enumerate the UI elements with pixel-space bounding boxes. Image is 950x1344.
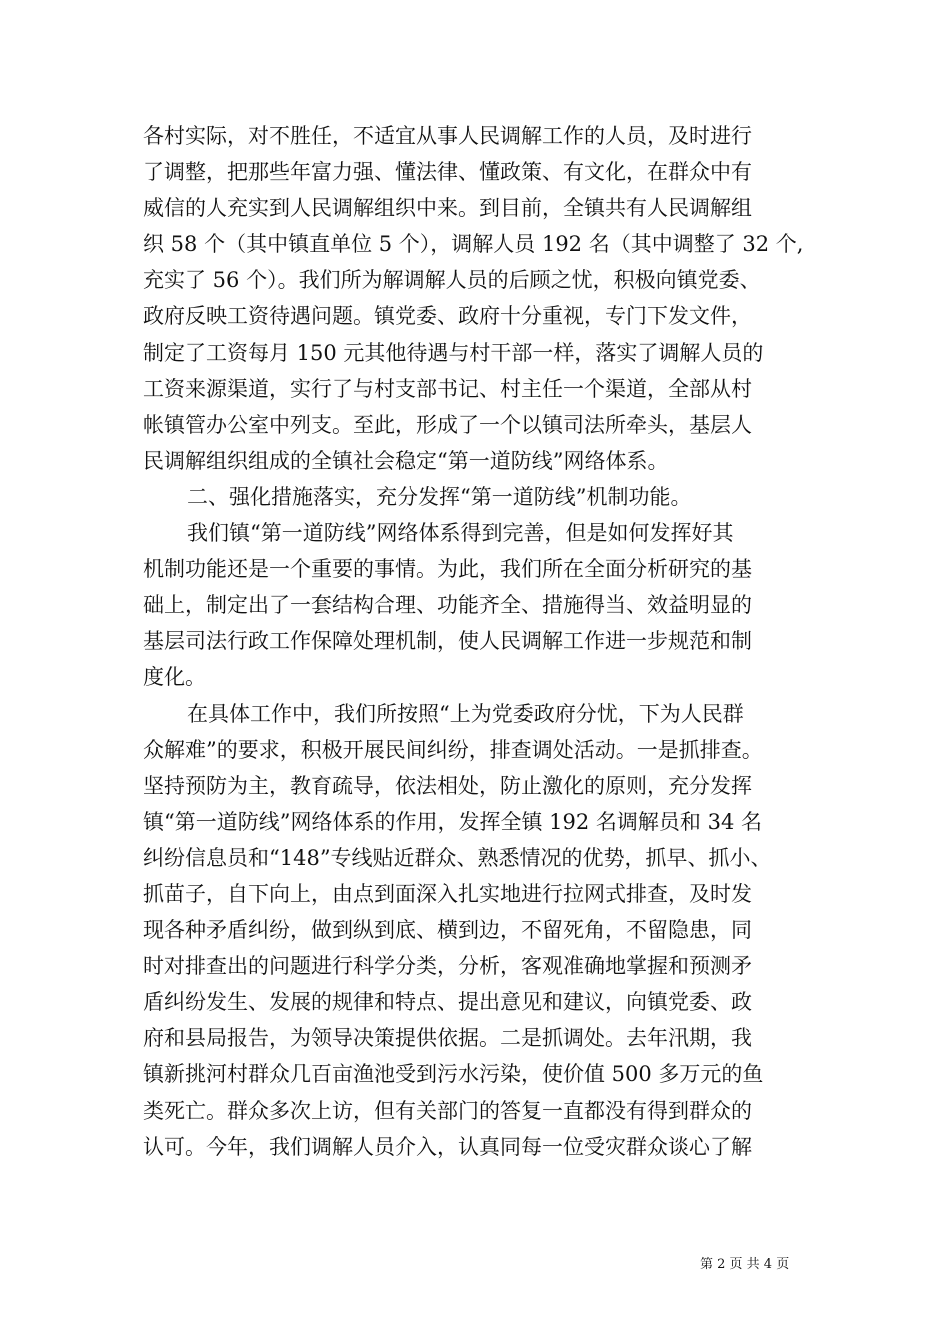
text-line: 制定了工资每月 150 元其他待遇与村干部一样，落实了调解人员的 bbox=[143, 340, 764, 365]
text-line: 民调解组织组成的全镇社会稳定“第一道防线”网络体系。 bbox=[143, 448, 669, 473]
text-line: 充实了 56 个）。我们所为解调解人员的后顾之忧，积极向镇党委、 bbox=[143, 268, 761, 293]
text-line: 盾纠纷发生、发展的规律和特点、提出意见和建议，向镇党委、政 bbox=[143, 990, 752, 1015]
text-line: 坚持预防为主，教育疏导，依法相处，防止激化的原则，充分发挥 bbox=[143, 773, 752, 798]
text-line: 镇“第一道防线”网络体系的作用，发挥全镇 192 名调解员和 34 名 bbox=[143, 809, 762, 834]
text-line: 众解难”的要求，积极开展民间纠纷，排查调处活动。一是抓排查。 bbox=[143, 737, 763, 762]
body-text bbox=[143, 118, 805, 1165]
text-line: 基层司法行政工作保障处理机制，使人民调解工作进一步规范和制 bbox=[143, 629, 752, 654]
paragraph-start: 在具体工作中，我们所按照“上为党委政府分忧，下为人民群 bbox=[187, 701, 744, 726]
section-heading: 二、强化措施落实，充分发挥“第一道防线”机制功能。 bbox=[187, 484, 692, 509]
text-line: 抓苗子，自下向上，由点到面深入扎实地进行拉网式排查，及时发 bbox=[143, 881, 752, 906]
text-line: 了调整，把那些年富力强、懂法律、懂政策、有文化，在群众中有 bbox=[143, 160, 752, 185]
text-line: 各村实际，对不胜任，不适宜从事人民调解工作的人员，及时进行 bbox=[143, 124, 752, 148]
text-line: 镇新挑河村群众几百亩渔池受到污水污染，使价值 500 多万元的鱼 bbox=[143, 1062, 764, 1087]
text-line: 府和县局报告，为领导决策提供依据。二是抓调处。去年汛期，我 bbox=[143, 1026, 752, 1051]
text-line: 时对排查出的问题进行科学分类，分析，客观准确地掌握和预测矛 bbox=[143, 954, 752, 979]
text-line: 纠纷信息员和“148”专线贴近群众、熟悉情况的优势，抓早、抓小、 bbox=[143, 845, 772, 870]
text-line: 帐镇管办公室中列支。至此，形成了一个以镇司法所牵头，基层人 bbox=[143, 412, 752, 437]
text-line: 础上，制定出了一套结构合理、功能齐全、措施得当、效益明显的 bbox=[143, 593, 752, 618]
text-line: 织 58 个（其中镇直单位 5 个），调解人员 192 名（其中调整了 32 个, bbox=[143, 232, 804, 257]
text-line: 度化。 bbox=[143, 665, 206, 690]
text-line: 工资来源渠道，实行了与村支部书记、村主任一个渠道，全部从村 bbox=[143, 376, 752, 401]
page-number: 第 2 页 共 4 页 bbox=[700, 1257, 790, 1272]
text-line: 认可。今年，我们调解人员介入，认真同每一位受灾群众谈心了解 bbox=[143, 1134, 752, 1159]
text-line: 威信的人充实到人民调解组织中来。到目前，全镇共有人民调解组 bbox=[143, 196, 752, 221]
text-line: 机制功能还是一个重要的事情。为此，我们所在全面分析研究的基 bbox=[143, 557, 752, 582]
paragraph-start: 我们镇“第一道防线”网络体系得到完善，但是如何发挥好其 bbox=[187, 521, 734, 546]
text-line: 政府反映工资待遇问题。镇党委、政府十分重视，专门下发文件， bbox=[143, 304, 752, 329]
text-line: 现各种矛盾纠纷，做到纵到底、横到边，不留死角，不留隐患，同 bbox=[143, 918, 752, 943]
text-line: 类死亡。群众多次上访，但有关部门的答复一直都没有得到群众的 bbox=[143, 1098, 752, 1123]
